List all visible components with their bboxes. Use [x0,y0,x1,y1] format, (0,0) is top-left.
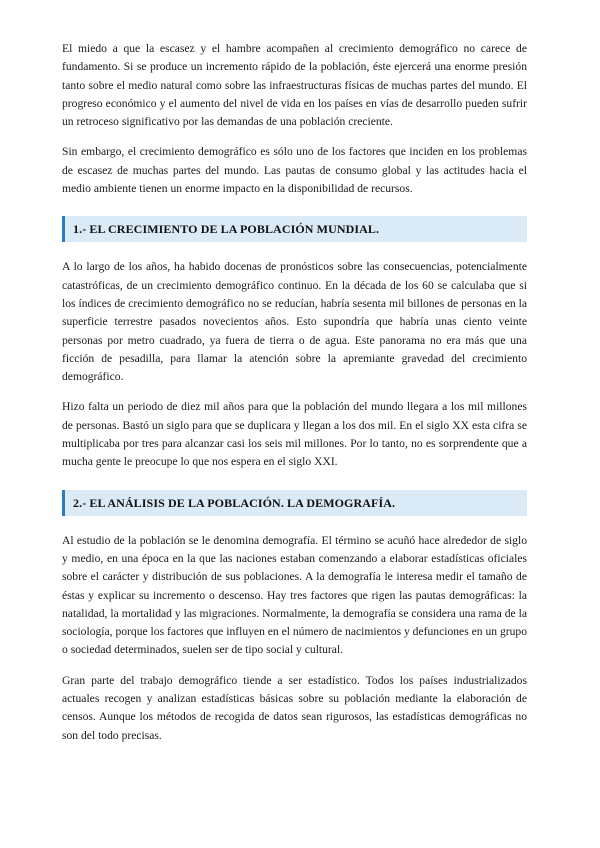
section-2-paragraph-2: Gran parte del trabajo demográfico tiende a ser estadístico. Todos los países industrializados actuales recogen y analizan estadísticas básicas sobre su población mediante la elaboración de censos. Aunque los métodos de recogida de datos sean rigurosos, las estadísticas demográficas no son del todo precisas. [62,673,527,742]
intro-paragraph-2: Sin embargo, el crecimiento demográfico es sólo uno de los factores que inciden en los problemas de escasez de muchas partes del mundo. Las pautas de consumo global y las actitudes hacia el medio ambiente tienen un enorme impacto en la disponibilidad de recursos. [62,145,527,196]
intro-paragraph-1: El miedo a que la escasez y el hambre acompañen al crecimiento demográfico no carece de fundamento. Si se produce un incremento rápido de la población, éste ejercerá una enorme presión tanto sobre el medio natural como sobre las infraestructuras físicas de muchas partes del mundo. El progreso económico y el aumento del nivel de vida en los países en vías de desarrollo pueden sufrir un retroceso significativo por las demandas de una población creciente. [62,42,527,129]
section-1-paragraph-1: A lo largo de los años, ha habido docenas de pronósticos sobre las consecuencias, potencialmente catastróficas, de un crecimiento demográfico continuo. En la década de los 60 se calculaba que si los índices de crecimiento demográfico no se reducían, habría sesenta mil billones de personas en la superficie terrestre pasados novecientos años. Esto supondría que habría unas ciento veinte personas por metro cuadrado, ya fuera de tierra o de agua. Este panorama no era más que una ficción de pesadilla, para llamar la atención sobre la apremiante gravedad del crecimiento demográfico. [62,260,527,384]
section-heading-1: 1.- EL CRECIMIENTO DE LA POBLACIÓN MUNDIAL. [62,216,527,242]
section-1-paragraph-2: Hizo falta un periodo de diez mil años para que la población del mundo llegara a los mil millones de personas. Bastó un siglo para que se duplicara y llegan a los dos mil. En el siglo XX esta cifra se multiplicaba por tres para alcanzar casi los seis mil millones. Por lo tanto, no es sorprendente que a mucha gente le preocupe lo que nos espera en el siglo XXI. [62,400,527,469]
section-2-paragraph-1: Al estudio de la población se le denomina demografía. El término se acuñó hace alrededor de siglo y medio, en una época en la que las naciones estaban comenzando a elaborar estadísticas oficiales sobre el carácter y distribución de sus poblaciones. A la demografía le interesa medir el tamaño de éstas y explicar su incremento o descenso. Hay tres factores que rigen las pautas demográficas: la natalidad, la mortalidad y las migraciones. Normalmente, la demografía se considera una rama de la sociología, porque los factores que influyen en el número de nacimientos y defunciones en un grupo o sociedad determinados, suelen ser de tipo social y cultural. [62,533,527,657]
document-page [62,40,527,757]
section-heading-2: 2.- EL ANÁLISIS DE LA POBLACIÓN. LA DEMOGRAFÍA. [62,490,527,516]
